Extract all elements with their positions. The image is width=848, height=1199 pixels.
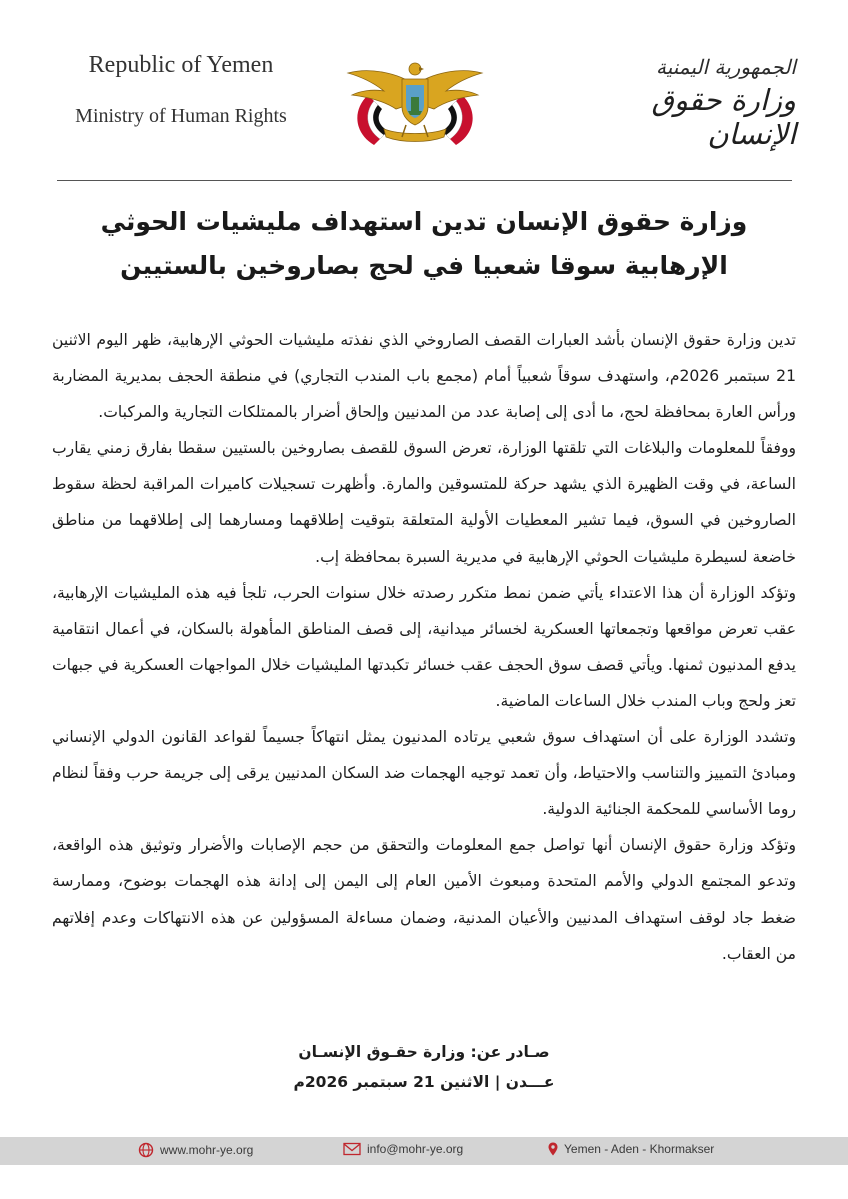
eagle-emblem-icon	[340, 55, 490, 155]
title-line-2: الإرهابية سوقا شعبيا في لحج بصاروخين بالستيين	[120, 251, 728, 280]
document-title	[60, 200, 788, 288]
issued-by: صـادر عن: وزارة حقـوق الإنسـان	[298, 1043, 550, 1061]
signature-block	[60, 1037, 788, 1097]
place-date: عـــدن | الاثنين 21 سبتمبر 2026م	[293, 1073, 555, 1091]
paragraph: ووفقاً للمعلومات والبلاغات التي تلقتها الوزارة، تعرض السوق للقصف بصاروخين بالستيين سقطا بفارق زمني يقارب الساعة، في وقت الظهيرة الذي يشهد حركة للمتسوقين والمارة. وأظهرت تسجيلات كاميرات المراقبة لحظة سقوط الصاروخين في السوق، فيما تشير المعطيات الأولية المتعلقة بتوقيت إطلاقهما ومسارهما إلى إطلاقهما من مناطق خاضعة لسيطرة مليشيات الحوثي الإرهابية في مديرية السبرة بمحافظة إب.	[52, 439, 796, 566]
english-header	[56, 52, 306, 128]
paragraph: وتؤكد الوزارة أن هذا الاعتداء يأتي ضمن نمط متكرر رصدته خلال سنوات الحرب، تلجأ فيه هذه المليشيات الإرهابية، عقب تعرض مواقعها وتجمعاتها العسكرية لخسائر ميدانية، إلى قصف المناطق المأهولة بالسكان، في أعمال انتقامية يدفع المدنيون ثمنها. ويأتي قصف سوق الحجف عقب خسائر تكبدتها المليشيات خلال المواجهات العسكرية في جبهات تعز ولحج وباب المندب خلال الساعات الماضية.	[52, 583, 796, 710]
ministry-name-english: Ministry of Human Rights	[75, 105, 287, 127]
arabic-header	[586, 55, 796, 151]
location-text: Yemen - Aden - Khormakser	[564, 1142, 715, 1156]
paragraph: تدين وزارة حقوق الإنسان بأشد العبارات القصف الصاروخي الذي نفذته مليشيات الحوثي الإرهابية، ظهر اليوم الاثنين 21 سبتمبر 2026م، واستهدف سوقاً شعبياً أمام (مجمع باب المندب التجاري) في منطقة الحجف بمديرية المضاربة ورأس العارة بمحافظة لحج، ما أدى إلى إصابة عدد من المدنيين وإلحاق أضرار بالممتلكات التجارية والمركبات.	[52, 331, 796, 422]
country-name-arabic: الجمهورية اليمنية	[655, 55, 796, 79]
email-link[interactable]: info@mohr-ye.org	[367, 1142, 464, 1156]
globe-icon	[138, 1142, 154, 1158]
title-line-1: وزارة حقوق الإنسان تدين استهداف مليشيات الحوثي	[100, 207, 748, 236]
footer-website[interactable]	[138, 1142, 253, 1158]
footer-bar	[0, 1137, 848, 1165]
paragraph: وتؤكد وزارة حقوق الإنسان أنها تواصل جمع المعلومات والتحقق من حجم الإصابات والأضرار وتوثيق هذه الواقعة، وتدعو المجتمع الدولي والأمم المتحدة ومبعوث الأمين العام إلى اليمن إلى إدانة هذه الهجمات بوضوح، وممارسة ضغط جاد لوقف استهداف المدنيين والأعيان المدنية، وضمان مساءلة المسؤولين عن هذه الانتهاكات وعدم إفلاتهم من العقاب.	[52, 836, 796, 963]
header-divider	[57, 180, 792, 181]
country-name-english: Republic of Yemen	[88, 52, 274, 78]
paragraph: وتشدد الوزارة على أن استهداف سوق شعبي يرتاده المدنيون يمثل انتهاكاً جسيماً لقواعد القانون الدولي الإنساني ومبادئ التمييز والتناسب والاحتياط، وأن تعمد توجيه الهجمات ضد السكان المدنيين يرقى إلى جريمة حرب وفقاً لنظام روما الأساسي للمحكمة الجنائية الدولية.	[52, 728, 796, 819]
ministry-name-arabic: وزارة حقوق الإنسان	[651, 83, 796, 151]
footer-email[interactable]	[343, 1142, 463, 1156]
mail-icon	[343, 1142, 361, 1156]
website-link[interactable]: www.mohr-ye.org	[160, 1143, 254, 1157]
document-body	[52, 322, 796, 972]
location-pin-icon	[548, 1142, 558, 1156]
footer-location	[548, 1142, 714, 1156]
